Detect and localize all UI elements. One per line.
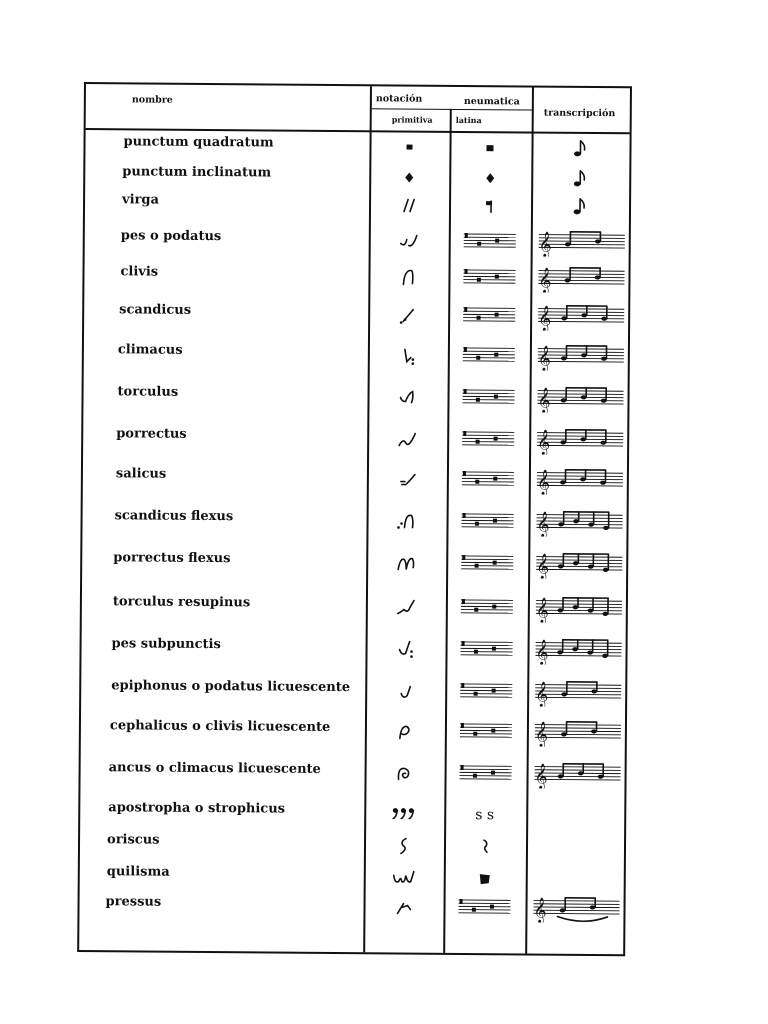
neume-table xyxy=(77,82,632,956)
primitive-notation-triple-apostrophe-icon xyxy=(374,798,434,828)
svg-text:𝄞: 𝄞 xyxy=(538,306,552,332)
svg-text:𝄞: 𝄞 xyxy=(535,640,549,666)
latin-notation-staff-icon xyxy=(449,893,519,924)
transcription-eighth-icon xyxy=(535,192,629,223)
header-notacion: notación xyxy=(375,93,423,105)
table-row xyxy=(80,860,624,894)
table-row xyxy=(81,632,625,666)
header-sub-divider xyxy=(372,108,534,110)
primitive-notation-double-slash-icon xyxy=(379,190,439,220)
primitive-notation-m-curve-icon xyxy=(376,548,436,578)
neume-name: apostropha o strophicus xyxy=(108,800,286,817)
neume-name: torculus xyxy=(117,384,179,400)
primitive-notation-pes-icon xyxy=(379,226,439,256)
transcription-staff-2-icon xyxy=(531,678,625,709)
latin-notation-staff-icon xyxy=(454,301,524,332)
transcription-eighth-icon xyxy=(535,164,629,195)
svg-text:𝄞: 𝄞 xyxy=(536,554,550,580)
svg-text:𝄞: 𝄞 xyxy=(538,232,552,258)
neume-name: ancus o climacus licuescente xyxy=(108,760,321,777)
latin-notation-staff-icon xyxy=(453,383,523,414)
transcription-staff-3-icon xyxy=(533,384,627,415)
svg-text:𝄞: 𝄞 xyxy=(537,430,551,456)
table-row xyxy=(84,298,628,332)
primitive-notation-hook-icon xyxy=(375,676,435,706)
transcription-staff-2-icon xyxy=(534,264,628,295)
latin-notation-staff-icon xyxy=(452,593,522,624)
neume-name: pes o podatus xyxy=(120,228,222,245)
svg-text:s s: s s xyxy=(475,807,495,824)
neume-name: oriscus xyxy=(106,832,160,848)
header-primitiva: primitiva xyxy=(391,114,433,125)
primitive-notation-torculus-icon xyxy=(377,382,437,412)
transcription-staff-3-icon xyxy=(534,342,628,373)
table-row xyxy=(81,674,625,708)
table-row xyxy=(83,380,627,414)
neume-name: climacus xyxy=(117,342,183,358)
transcription-staff-4-icon xyxy=(532,508,626,539)
primitive-notation-pressus-icon xyxy=(373,892,433,922)
table-header xyxy=(86,84,630,134)
primitive-notation-climacus-icon xyxy=(378,340,438,370)
transcription-staff-4-icon xyxy=(532,594,626,625)
primitive-notation-arch-icon xyxy=(378,262,438,292)
primitive-notation-oriscus-icon xyxy=(374,830,434,860)
neume-name: porrectus xyxy=(116,426,187,442)
table-row xyxy=(81,714,625,748)
table-row xyxy=(85,130,629,164)
neume-name: clivis xyxy=(120,264,159,280)
table-row xyxy=(83,422,627,456)
transcription-staff-2-icon xyxy=(531,718,625,749)
primitive-notation-pes-subpunctis-icon xyxy=(375,634,435,664)
primitive-notation-quilisma-icon xyxy=(374,862,434,892)
primitive-notation-slash-dots-icon xyxy=(378,300,438,330)
latin-notation-double-s-icon xyxy=(450,799,520,830)
neume-name: pressus xyxy=(105,894,162,910)
transcription-staff-3-icon xyxy=(534,302,628,333)
primitive-notation-salicus-icon xyxy=(377,464,437,494)
neume-name: salicus xyxy=(115,466,167,482)
header-neumatica: neumatica xyxy=(463,95,520,108)
neume-name: cephalicus o clivis licuescente xyxy=(109,718,331,735)
neume-name: punctum inclinatum xyxy=(122,164,272,181)
svg-text:𝄞: 𝄞 xyxy=(534,764,548,790)
latin-notation-staff-icon xyxy=(452,549,522,580)
table-row xyxy=(84,338,628,372)
latin-notation-staff-icon xyxy=(451,635,521,666)
latin-notation-virga-icon xyxy=(455,191,525,222)
latin-notation-staff-icon xyxy=(454,341,524,372)
neume-name: pes subpunctis xyxy=(111,636,221,653)
latin-notation-staff-icon xyxy=(450,759,520,790)
svg-text:𝄞: 𝄞 xyxy=(536,512,550,538)
latin-notation-staff-icon xyxy=(454,263,524,294)
latin-notation-square-icon xyxy=(455,133,525,164)
latin-notation-staff-icon xyxy=(451,717,521,748)
svg-text:𝄞: 𝄞 xyxy=(533,898,547,924)
table-row xyxy=(82,504,626,538)
latin-notation-oriscus-latin-icon xyxy=(450,831,520,862)
table-row xyxy=(80,756,624,790)
svg-text:𝄞: 𝄞 xyxy=(537,346,551,372)
neume-name: torculus resupinus xyxy=(112,594,251,611)
header-nombre: nombre xyxy=(131,94,173,106)
table-row xyxy=(80,828,624,862)
latin-notation-staff-icon xyxy=(453,425,523,456)
table-row xyxy=(83,462,627,496)
header-latina: latina xyxy=(455,114,482,126)
latin-notation-staff-icon xyxy=(452,507,522,538)
primitive-notation-p-shape-icon xyxy=(375,716,435,746)
neume-name: epiphonus o podatus licuescente xyxy=(111,678,351,696)
neume-name: virga xyxy=(122,192,159,208)
primitive-notation-porrectus-icon xyxy=(377,424,437,454)
transcription-staff-3-icon xyxy=(530,760,624,791)
primitive-notation-diamond-icon xyxy=(379,162,439,192)
transcription-staff-4-icon xyxy=(532,550,626,581)
svg-text:𝄞: 𝄞 xyxy=(535,598,549,624)
svg-text:𝄞: 𝄞 xyxy=(534,722,548,748)
table-row xyxy=(82,590,626,624)
svg-text:𝄞: 𝄞 xyxy=(538,268,552,294)
transcription-eighth-icon xyxy=(535,134,629,165)
transcription-staff-3-icon xyxy=(533,466,627,497)
latin-notation-quilisma-latin-icon xyxy=(450,863,520,894)
primitive-notation-torculus-resupinus-icon xyxy=(376,592,436,622)
table-row xyxy=(79,890,623,924)
svg-text:𝄞: 𝄞 xyxy=(536,470,550,496)
table-row xyxy=(82,546,626,580)
transcription-staff-4-icon xyxy=(531,636,625,667)
svg-text:𝄞: 𝄞 xyxy=(537,388,551,414)
neume-name: quilisma xyxy=(106,864,170,880)
table-row xyxy=(80,796,624,830)
primitive-notation-square-icon xyxy=(379,132,439,162)
latin-notation-diamond-icon xyxy=(455,163,525,194)
transcription-staff-tie-icon xyxy=(529,894,623,925)
neume-name: porrectus flexus xyxy=(113,550,231,567)
transcription-staff-2-icon xyxy=(535,228,629,259)
header-transcripcion: transcripción xyxy=(543,107,616,120)
neume-name: scandicus flexus xyxy=(114,508,234,525)
table-row xyxy=(85,188,629,222)
primitive-notation-spiral-icon xyxy=(374,758,434,788)
table-row xyxy=(84,260,628,294)
transcription-staff-3-icon xyxy=(533,426,627,457)
table-row xyxy=(85,224,629,258)
svg-text:𝄞: 𝄞 xyxy=(535,682,549,708)
latin-notation-staff-icon xyxy=(451,677,521,708)
latin-notation-staff-icon xyxy=(453,465,523,496)
neume-name: punctum quadratum xyxy=(123,134,274,151)
neume-name: scandicus xyxy=(119,302,192,318)
latin-notation-staff-icon xyxy=(455,227,525,258)
primitive-notation-scandicus-flexus-icon xyxy=(376,506,436,536)
